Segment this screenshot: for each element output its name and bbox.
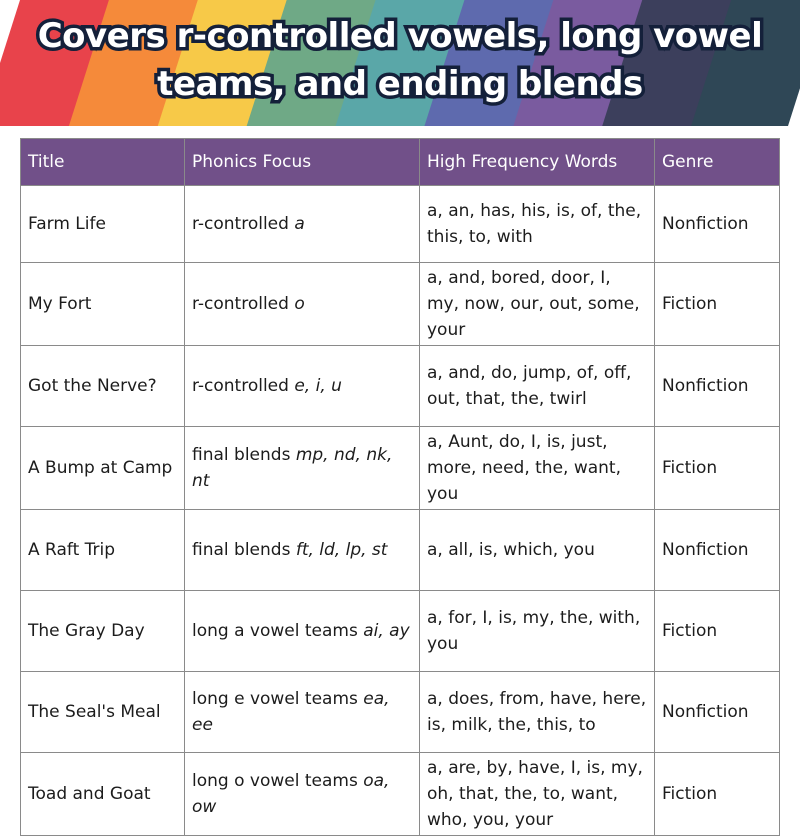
phonics-focus-pattern: ft, ld, lp, st xyxy=(295,540,388,560)
column-header-title: Title xyxy=(21,139,185,186)
cell-high-frequency-words: a, Aunt, do, I, is, just, more, need, the, want, you xyxy=(420,427,655,510)
cell-high-frequency-words: a, are, by, have, I, is, my, oh, that, the, to, want, who, you, your xyxy=(420,753,655,836)
phonics-focus-text: final blends xyxy=(192,540,296,560)
cell-title: Got the Nerve? xyxy=(21,346,185,427)
cell-phonics-focus xyxy=(185,263,420,346)
cell-title: The Seal's Meal xyxy=(21,672,185,753)
table-row xyxy=(21,346,780,427)
cell-title: Farm Life xyxy=(21,186,185,263)
column-header-genre: Genre xyxy=(655,139,780,186)
cell-title: My Fort xyxy=(21,263,185,346)
table-row xyxy=(21,753,780,836)
phonics-focus-text: long e vowel teams xyxy=(192,689,364,709)
phonics-focus-text: r-controlled xyxy=(192,294,295,314)
phonics-focus-text: final blends xyxy=(192,445,296,465)
phonics-focus-pattern: ea, ee xyxy=(192,689,390,735)
cell-phonics-focus xyxy=(185,591,420,672)
cell-high-frequency-words: a, all, is, which, you xyxy=(420,510,655,591)
table-row xyxy=(21,263,780,346)
phonics-focus-pattern: a xyxy=(294,214,305,234)
phonics-focus-text: long o vowel teams xyxy=(192,771,364,791)
column-header-high-frequency-words: High Frequency Words xyxy=(420,139,655,186)
cell-title: The Gray Day xyxy=(21,591,185,672)
phonics-focus-text: r-controlled xyxy=(192,376,295,396)
cell-phonics-focus xyxy=(185,753,420,836)
cell-high-frequency-words: a, for, I, is, my, the, with, you xyxy=(420,591,655,672)
cell-genre: Nonfiction xyxy=(655,346,780,427)
table-row xyxy=(21,591,780,672)
table-row xyxy=(21,510,780,591)
column-header-phonics-focus: Phonics Focus xyxy=(185,139,420,186)
cell-phonics-focus xyxy=(185,427,420,510)
cell-title: A Raft Trip xyxy=(21,510,185,591)
phonics-focus-pattern: mp, nd, nk, nt xyxy=(192,445,393,491)
cell-genre: Nonfiction xyxy=(655,672,780,753)
table-row xyxy=(21,427,780,510)
cell-high-frequency-words: a, does, from, have, here, is, milk, the, this, to xyxy=(420,672,655,753)
table-row xyxy=(21,186,780,263)
banner-title-line-2: teams, and ending blends xyxy=(157,64,643,104)
phonics-focus-pattern: e, i, u xyxy=(294,376,342,396)
banner-title xyxy=(0,12,800,108)
book-list-table xyxy=(20,138,780,836)
cell-high-frequency-words: a, and, bored, door, I, my, now, our, out, some, your xyxy=(420,263,655,346)
cell-genre: Nonfiction xyxy=(655,186,780,263)
cell-genre: Fiction xyxy=(655,753,780,836)
cell-phonics-focus xyxy=(185,186,420,263)
table-row xyxy=(21,672,780,753)
cell-phonics-focus xyxy=(185,510,420,591)
banner-title-line-1: Covers r-controlled vowels, long vowel xyxy=(37,16,763,56)
phonics-focus-pattern: ai, ay xyxy=(363,621,410,641)
table-header-row xyxy=(21,139,780,186)
cell-title: Toad and Goat xyxy=(21,753,185,836)
cell-genre: Fiction xyxy=(655,263,780,346)
cell-high-frequency-words: a, and, do, jump, of, off, out, that, the, twirl xyxy=(420,346,655,427)
cell-phonics-focus xyxy=(185,346,420,427)
phonics-focus-pattern: o xyxy=(294,294,305,314)
cell-title: A Bump at Camp xyxy=(21,427,185,510)
table-body xyxy=(21,186,780,836)
phonics-focus-text: long a vowel teams xyxy=(192,621,364,641)
cell-genre: Fiction xyxy=(655,427,780,510)
phonics-focus-text: r-controlled xyxy=(192,214,295,234)
cell-high-frequency-words: a, an, has, his, is, of, the, this, to, with xyxy=(420,186,655,263)
phonics-focus-pattern: oa, ow xyxy=(192,771,390,817)
title-banner xyxy=(0,0,800,126)
cell-genre: Nonfiction xyxy=(655,510,780,591)
book-list-table-container xyxy=(20,138,780,836)
cell-genre: Fiction xyxy=(655,591,780,672)
cell-phonics-focus xyxy=(185,672,420,753)
